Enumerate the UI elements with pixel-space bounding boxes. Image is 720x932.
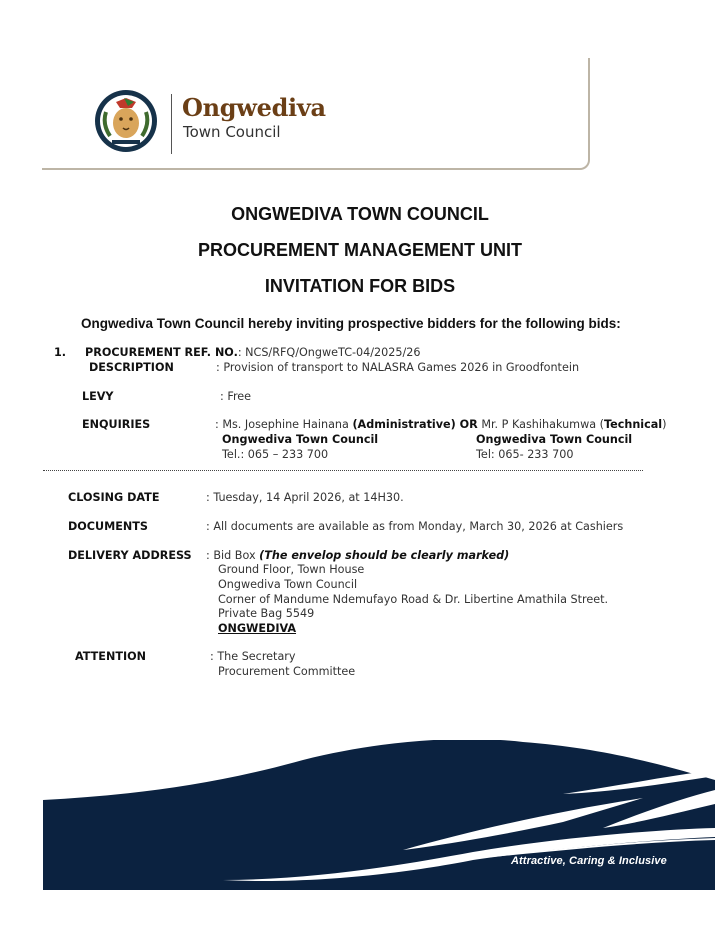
brand-subtitle: Town Council: [183, 123, 281, 141]
title-council: ONGWEDIVA TOWN COUNCIL: [231, 204, 489, 224]
tech-contact-role: Technical: [604, 418, 663, 431]
closing-date-label: CLOSING DATE: [68, 491, 160, 504]
envelope-note: (The envelop should be clearly marked): [259, 549, 510, 562]
tech-contact-org: Ongwediva Town Council: [476, 433, 633, 446]
address-line-2: Ongwediva Town Council: [218, 578, 358, 591]
levy-label: LEVY: [82, 390, 114, 403]
levy-value: : Free: [220, 390, 252, 403]
address-town: ONGWEDIVA: [218, 622, 297, 635]
closing-date-value: : Tuesday, 14 April 2026, at 14H30.: [206, 491, 404, 504]
address-line-3: Corner of Mandume Ndemufayo Road & Dr. Libertine Amathila Street.: [218, 593, 609, 606]
bid-number: 1.: [54, 346, 67, 359]
dotted-separator: [43, 470, 643, 471]
enquiries-contacts: [215, 418, 667, 432]
title-unit: PROCUREMENT MANAGEMENT UNIT: [198, 240, 522, 260]
logo-divider: [171, 94, 172, 154]
documents-value: : All documents are available as from Monday, March 30, 2026 at Cashiers: [206, 520, 624, 533]
footer-slogan: Attractive, Caring & Inclusive: [511, 855, 667, 867]
procurement-ref-row: [85, 346, 421, 360]
brand-name: Ongwediva: [182, 93, 326, 122]
tech-contact-close: ): [662, 418, 667, 431]
address-line-1: Ground Floor, Town House: [218, 563, 365, 576]
procurement-ref-value: : NCS/RFQ/OngweTC-04/2025/26: [237, 346, 421, 359]
intro-text: Ongwediva Town Council hereby inviting prospective bidders for the following bids:: [81, 316, 621, 331]
admin-contact-name: : Ms. Josephine Hainana: [215, 418, 353, 431]
admin-contact-role: (Administrative) OR: [352, 418, 478, 431]
admin-contact-tel: Tel.: 065 – 233 700: [222, 448, 329, 461]
documents-label: DOCUMENTS: [68, 520, 148, 533]
attention-label: ATTENTION: [75, 650, 146, 663]
description-value: : Provision of transport to NALASRA Games 2026 in Groodfontein: [216, 361, 580, 374]
description-label: DESCRIPTION: [89, 361, 174, 374]
attention-line-1: : The Secretary: [210, 650, 296, 663]
enquiries-label: ENQUIRIES: [82, 418, 151, 431]
title-invitation: INVITATION FOR BIDS: [264, 276, 456, 296]
tech-contact-tel: Tel: 065- 233 700: [476, 448, 574, 461]
tech-contact-name: Mr. P Kashihakumwa (: [477, 418, 604, 431]
attention-line-2: Procurement Committee: [218, 665, 356, 678]
footer-wave-band: [43, 740, 715, 890]
delivery-address-first-line: [206, 549, 509, 563]
council-seal-icon: [94, 88, 158, 154]
bid-box-text: : Bid Box: [206, 549, 260, 562]
address-line-4: Private Bag 5549: [218, 607, 315, 620]
admin-contact-org: Ongwediva Town Council: [222, 433, 379, 446]
delivery-address-label: DELIVERY ADDRESS: [68, 549, 192, 562]
procurement-ref-label: PROCUREMENT REF. NO.: [85, 346, 238, 359]
